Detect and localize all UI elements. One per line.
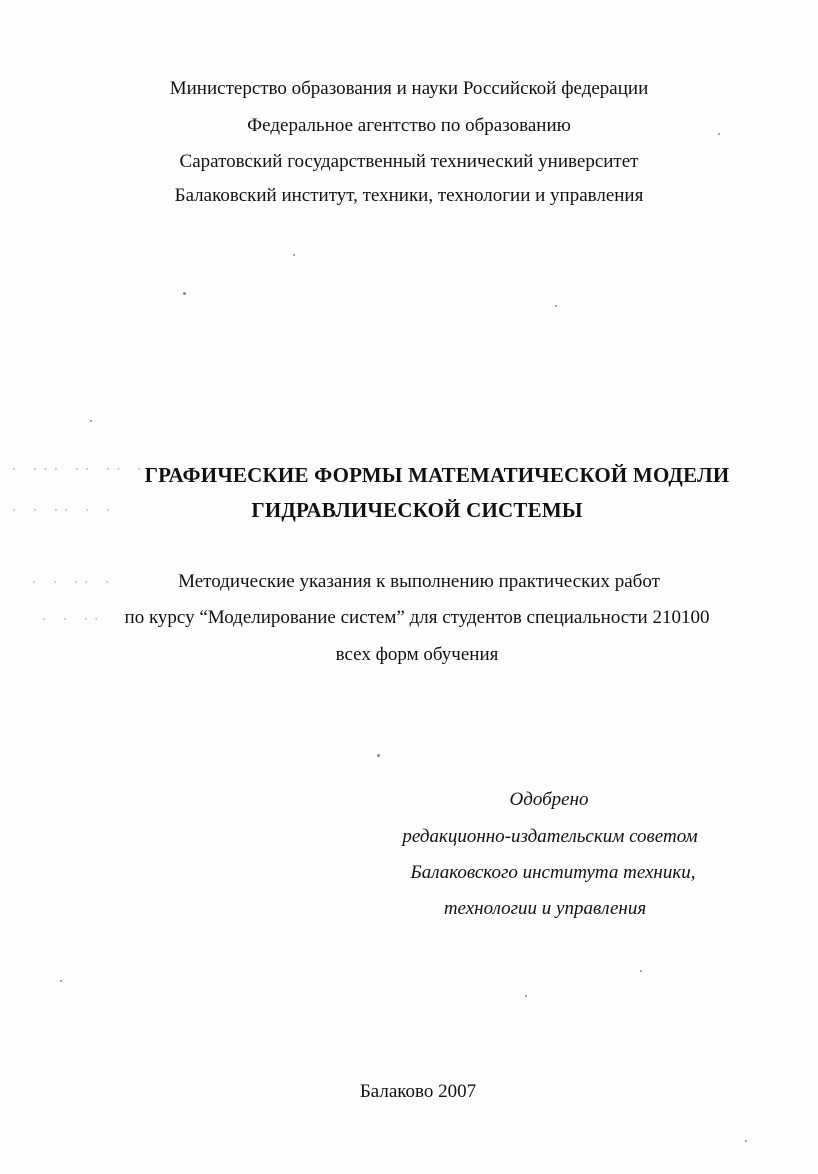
scan-speck [640, 970, 642, 972]
scan-smudge: · ··· ·· ·· · [10, 462, 146, 478]
scan-speck [90, 420, 92, 422]
scan-smudge: · · ·· · [30, 575, 114, 591]
document-title-line-1: ГРАФИЧЕСКИЕ ФОРМЫ МАТЕМАТИЧЕСКОЙ МОДЕЛИ [144, 463, 730, 487]
place-and-year: Балаково 2007 [359, 1081, 477, 1102]
scan-speck [183, 292, 186, 295]
subtitle-line-2: по курсу “Моделирование систем” для студентов специальности 210100 [124, 607, 710, 628]
approval-line-institute: Балаковского института техники, [410, 862, 696, 883]
subtitle-line-1: Методические указания к выполнению практических работ [178, 571, 660, 592]
subtitle-line-3: всех форм обучения [335, 644, 499, 665]
scan-smudge: · · ·· [40, 612, 103, 628]
university-line: Саратовский государственный технический университет [179, 151, 639, 172]
scan-speck [745, 1140, 747, 1142]
scan-smudge: · · ·· · · [10, 503, 115, 519]
scan-speck [377, 754, 380, 757]
scan-speck [60, 980, 62, 982]
scan-speck [525, 995, 527, 997]
document-title-line-2: ГИДРАВЛИЧЕСКОЙ СИСТЕМЫ [251, 498, 583, 522]
agency-line: Федеральное агентство по образованию [247, 115, 571, 136]
scan-speck [555, 305, 557, 307]
scan-speck [293, 254, 295, 256]
approval-heading: Одобрено [509, 789, 589, 810]
approval-line-council: редакционно-издательским советом [402, 826, 698, 847]
ministry-line: Министерство образования и науки Российской федерации [169, 78, 649, 99]
approval-line-technology: технологии и управления [443, 898, 647, 919]
institute-line: Балаковский институт, техники, технологии и управления [174, 185, 644, 206]
